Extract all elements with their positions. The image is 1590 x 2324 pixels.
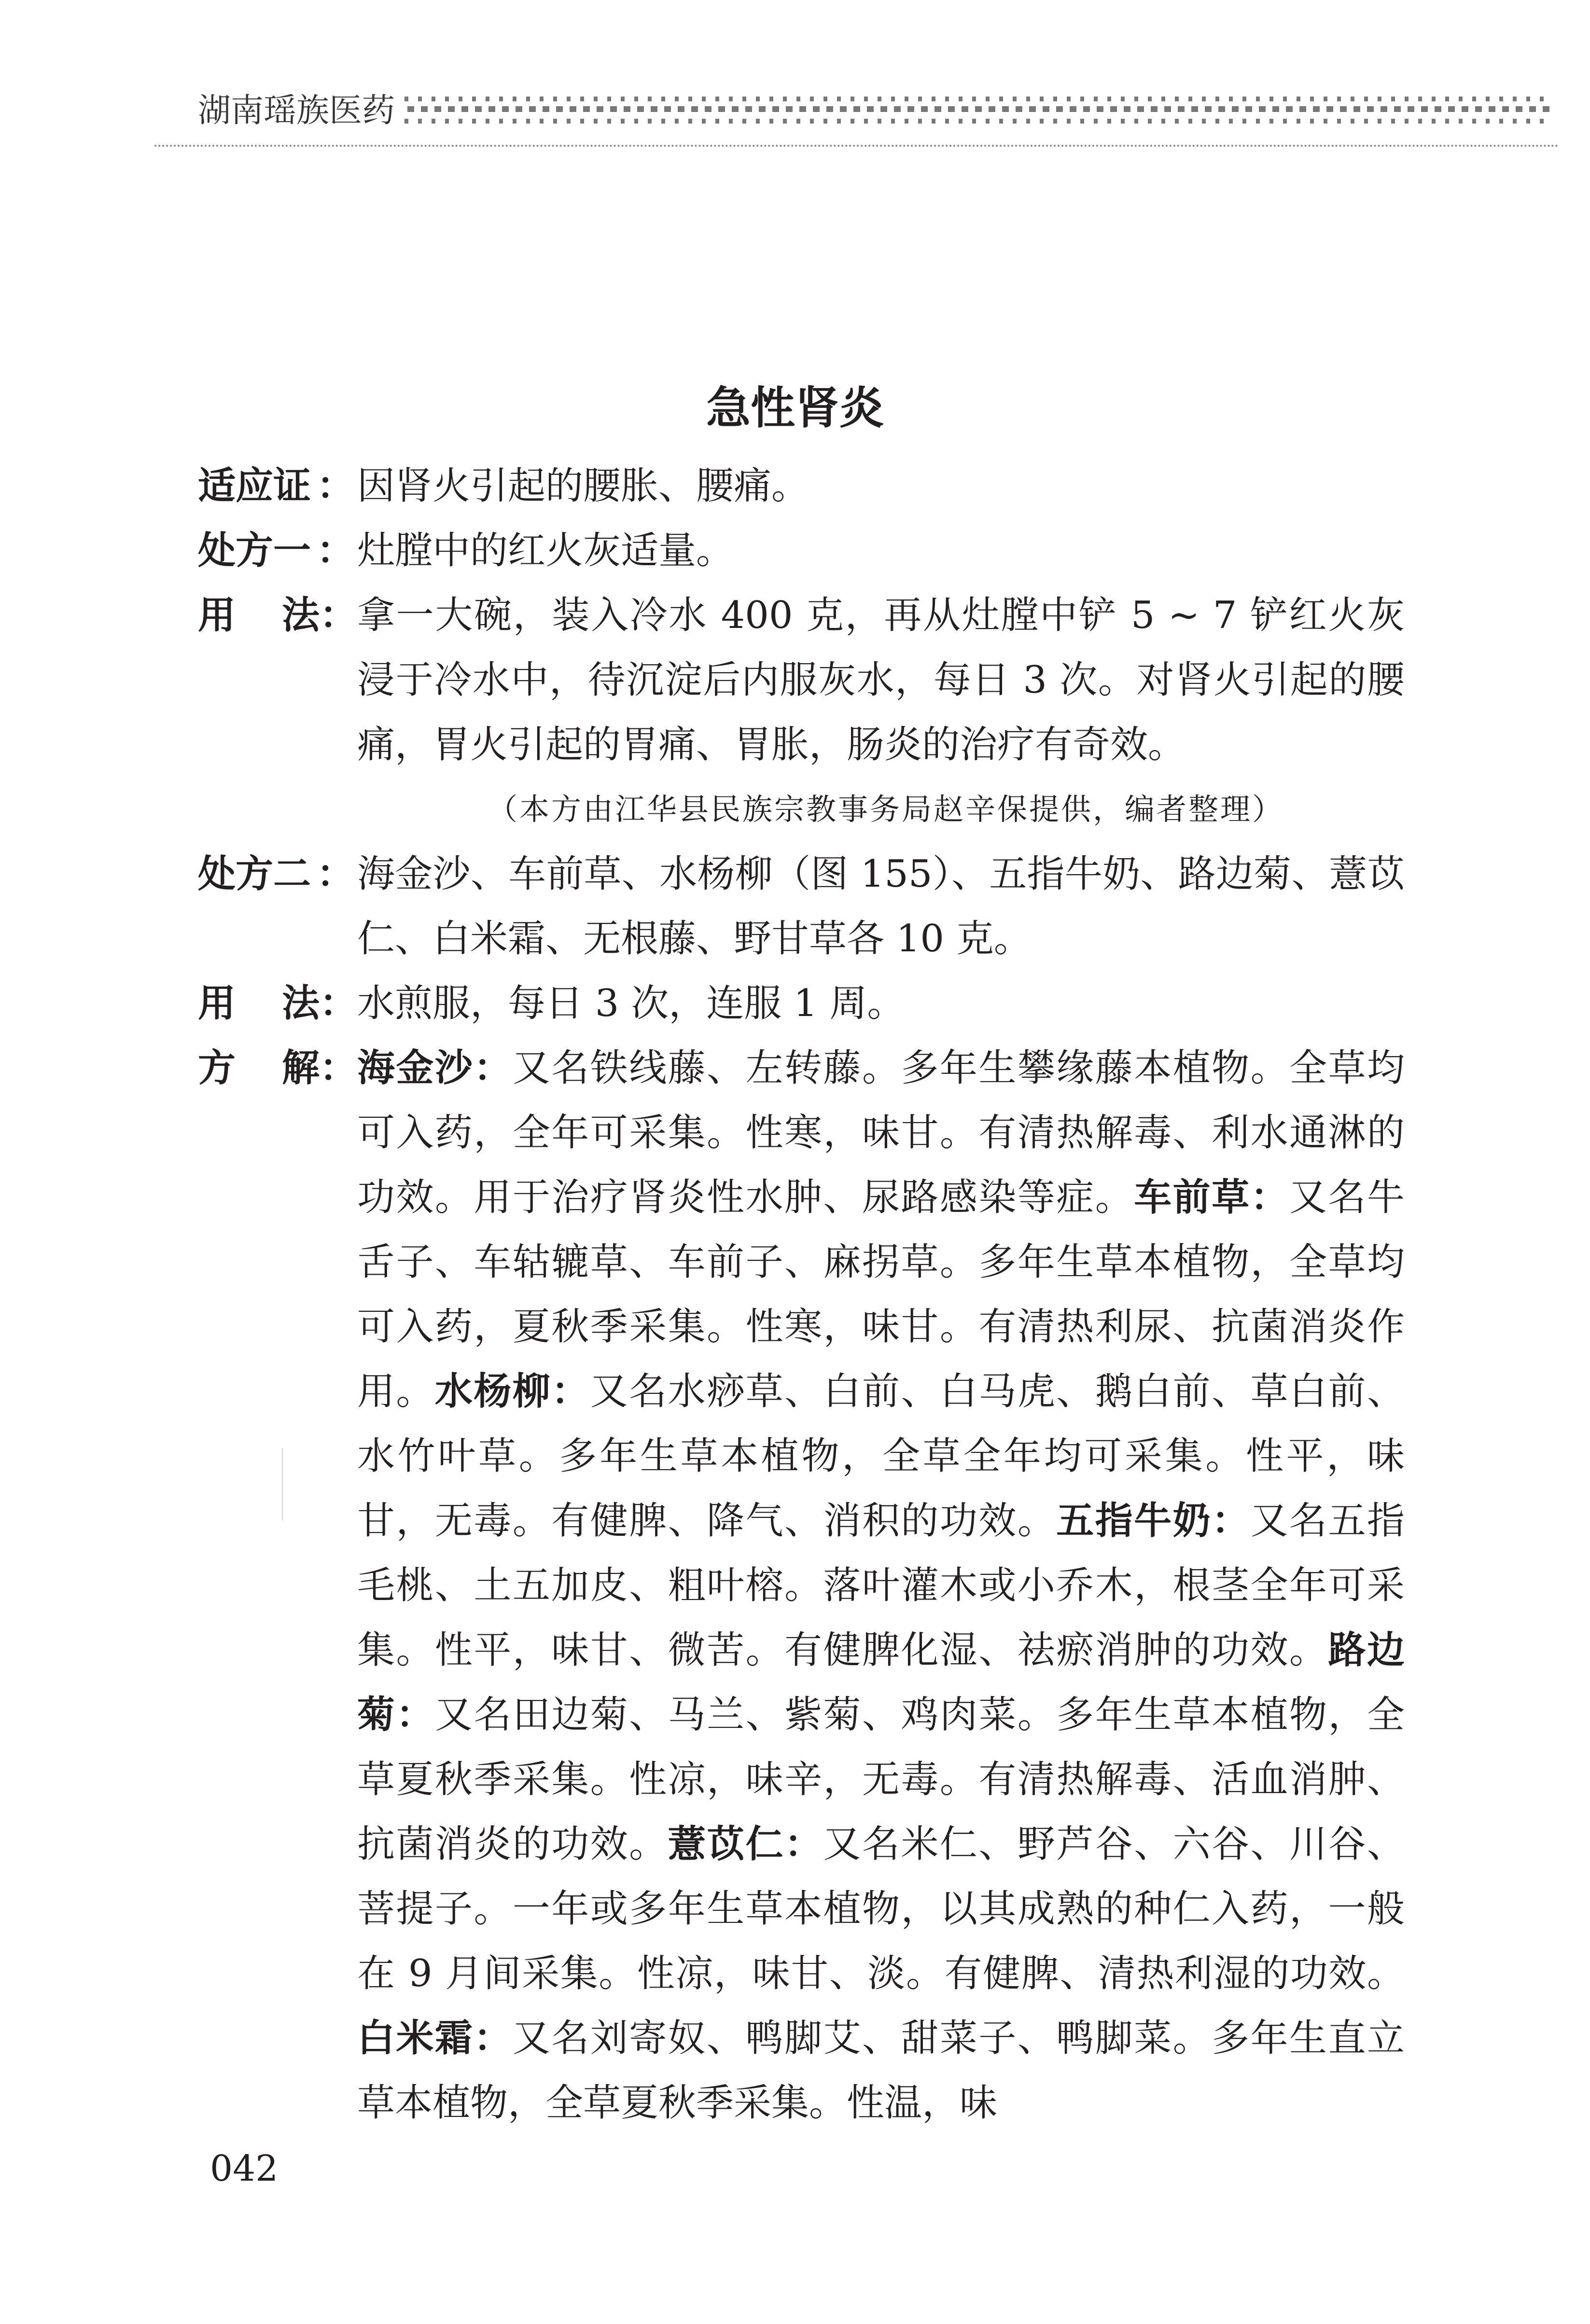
article-body — [198, 454, 1405, 2135]
header-ornament — [404, 95, 1551, 127]
prescription-1-label: 处方一 ： — [198, 529, 354, 572]
herb-name: 白米霜： — [357, 2017, 513, 2060]
herb-description: 又名田边菊、马兰、紫菊、鸡肉菜。多年生草本植物，全草夏秋季采集。性凉，味辛，无毒。有清热解毒、活血消肿、抗菌消炎的功效。 — [357, 1693, 1405, 1866]
usage-1-text: 拿一大碗，装入冷水 400 克，再从灶膛中铲 5 ~ 7 铲红火灰浸于冷水中，待沉淀后内服灰水，每日 3 次。对肾火引起的腰痛，胃火引起的胃痛、胃胀，肠炎的治疗有奇效。 — [357, 594, 1405, 766]
herb-name: 路边菊： — [357, 1628, 1405, 1737]
prescription-2-text: 海金沙、车前草、水杨柳（图 155）、五指牛奶、路边菊、薏苡仁、白米霜、无根藤、野甘草各 10 克。 — [357, 852, 1405, 960]
indication-text: 因肾火引起的腰胀、腰痛。 — [357, 464, 809, 508]
prescription-2-label: 处方二 ： — [198, 852, 354, 896]
prescription-2-entry — [198, 842, 1405, 971]
prescription-1-entry — [198, 518, 1405, 583]
herb-name: 五指牛奶： — [1056, 1499, 1251, 1543]
page-number: 042 — [210, 2148, 279, 2189]
margin-mark — [282, 1448, 283, 1520]
herb-name: 海金沙： — [357, 1046, 513, 1090]
running-header: 湖南瑶族医药 — [198, 92, 395, 130]
usage-1-entry — [198, 583, 1405, 777]
usage-2-label: 用 法： — [198, 982, 357, 1025]
herb-description: 又名铁线藤、左转藤。多年生攀缘藤本植物。全草均可入药，全年可采集。性寒，味甘。有清热解毒、利水通淋的功效。用于治疗肾炎性水肿、尿路感染等症。 — [357, 1046, 1405, 1219]
indication-entry — [198, 454, 1405, 518]
herb-description: 又名五指毛桃、土五加皮、粗叶榕。落叶灌木或小乔木，根茎全年可采集。性平，味甘、微苦。有健脾化湿、祛瘀消肿的功效。 — [357, 1499, 1405, 1672]
usage-1-label: 用 法： — [198, 594, 357, 637]
herb-description: 又名米仁、野芦谷、六谷、川谷、菩提子。一年或多年生草本植物，以其成熟的种仁入药，一般在 9 月间采集。性凉，味甘、淡。有健脾、清热利湿的功效。 — [357, 1823, 1405, 1995]
herb-name: 薏苡仁： — [668, 1823, 823, 1866]
indication-label: 适应证 ： — [198, 464, 354, 508]
prescription-attribution: （本方由江华县民族宗教事务局赵辛保提供，编者整理） — [488, 792, 1284, 827]
explanation-text — [357, 1036, 1405, 2135]
header-rule — [154, 145, 1559, 147]
herb-description: 又名水痧草、白前、白马虎、鹅白前、草白前、水竹叶草。多年生草本植物，全草全年均可采集。性平，味甘，无毒。有健脾、降气、消积的功效。 — [357, 1370, 1405, 1543]
herb-description: 又名牛舌子、车轱辘草、车前子、麻拐草。多年生草本植物，全草均可入药，夏秋季采集。性寒，味甘。有清热利尿、抗菌消炎作用。 — [357, 1176, 1405, 1413]
herb-name: 车前草： — [1134, 1176, 1290, 1219]
usage-2-text: 水煎服，每日 3 次，连服 1 周。 — [357, 982, 905, 1025]
explanation-entry — [198, 1036, 1405, 2135]
article-title: 急性肾炎 — [706, 382, 884, 434]
explanation-label: 方 解： — [198, 1046, 357, 1090]
prescription-1-text: 灶膛中的红火灰适量。 — [357, 529, 734, 572]
herb-description: 又名刘寄奴、鸭脚艾、甜菜子、鸭脚菜。多年生直立草本植物，全草夏秋季采集。性温，味 — [357, 2017, 1405, 2125]
herb-name: 水杨柳： — [434, 1370, 590, 1413]
usage-2-entry — [198, 971, 1405, 1036]
